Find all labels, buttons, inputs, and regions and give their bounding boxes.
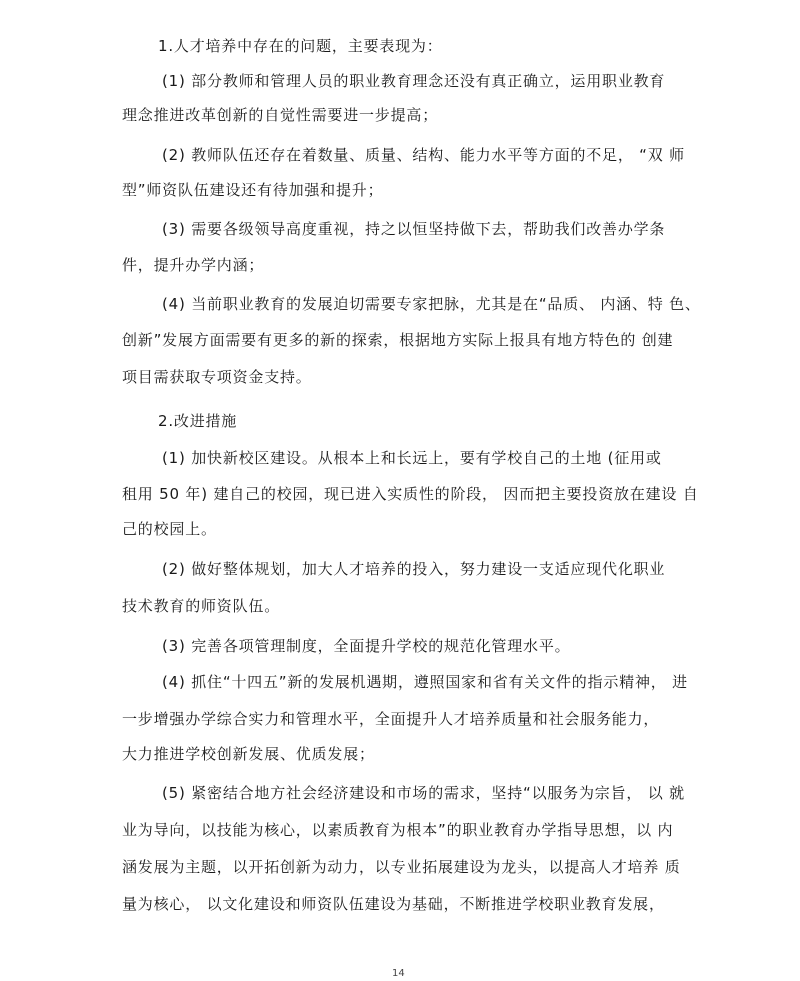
item-2-2-line-2: 技术教育的师资队伍。 <box>122 597 281 615</box>
item-2-5-line-2: 业为导向，以技能为核心，以素质教育为根本”的职业教育办学指导思想，以 内 <box>122 821 674 839</box>
section-1-heading: 1.人才培养中存在的问题，主要表现为： <box>158 37 443 55</box>
section-2-heading: 2.改进措施 <box>158 412 238 430</box>
item-2-5-line-3: 涵发展为主题，以开拓创新为动力，以专业拓展建设为龙头，以提高人才培养 质 <box>122 858 681 876</box>
item-1-2-line-2: 型”师资队伍建设还有待加强和提升； <box>122 181 384 199</box>
item-1-4-line-3: 项目需获取专项资金支持。 <box>122 368 312 386</box>
item-2-5-line-4: 量为核心， 以文化建设和师资队伍建设为基础，不断推进学校职业教育发展， <box>122 895 665 913</box>
item-2-3-line-1: (3) 完善各项管理制度，全面提升学校的规范化管理水平。 <box>162 637 571 655</box>
item-1-4-line-1: (4) 当前职业教育的发展迫切需要专家把脉，尤其是在“品质、 内涵、特 色、 <box>162 295 701 313</box>
item-1-2-line-1: (2) 教师队伍还存在着数量、质量、结构、能力水平等方面的不足， “双 师 <box>162 146 685 164</box>
item-2-1-line-1: (1) 加快新校区建设。从根本上和长远上，要有学校自己的土地 (征用或 <box>162 449 662 467</box>
item-2-4-line-1: (4) 抓住“十四五”新的发展机遇期，遵照国家和省有关文件的指示精神， 进 <box>162 673 688 691</box>
item-2-2-line-1: (2) 做好整体规划，加大人才培养的投入，努力建设一支适应现代化职业 <box>162 560 666 578</box>
item-2-4-line-3: 大力推进学校创新发展、优质发展； <box>122 745 375 763</box>
item-2-4-line-2: 一步增强办学综合实力和管理水平，全面提升人才培养质量和社会服务能力， <box>122 710 660 728</box>
item-1-4-line-2: 创新”发展方面需要有更多的新的探索，根据地方实际上报具有地方特色的 创建 <box>122 331 674 349</box>
item-1-1-line-2: 理念推进改革创新的自觉性需要进一步提高； <box>122 106 439 124</box>
item-1-3-line-1: (3) 需要各级领导高度重视，持之以恒坚持做下去，帮助我们改善办学条 <box>162 220 666 238</box>
page-number: 14 <box>392 968 405 979</box>
item-2-5-line-1: (5) 紧密结合地方社会经济建设和市场的需求，坚持“以服务为宗旨， 以 就 <box>162 784 685 802</box>
item-1-3-line-2: 件，提升办学内涵； <box>122 256 265 274</box>
item-2-1-line-3: 己的校园上。 <box>122 520 217 538</box>
item-2-1-line-2: 租用 50 年) 建自己的校园，现已进入实质性的阶段， 因而把主要投资放在建设 自 <box>122 485 699 503</box>
item-1-1-line-1: (1) 部分教师和管理人员的职业教育理念还没有真正确立，运用职业教育 <box>162 72 666 90</box>
